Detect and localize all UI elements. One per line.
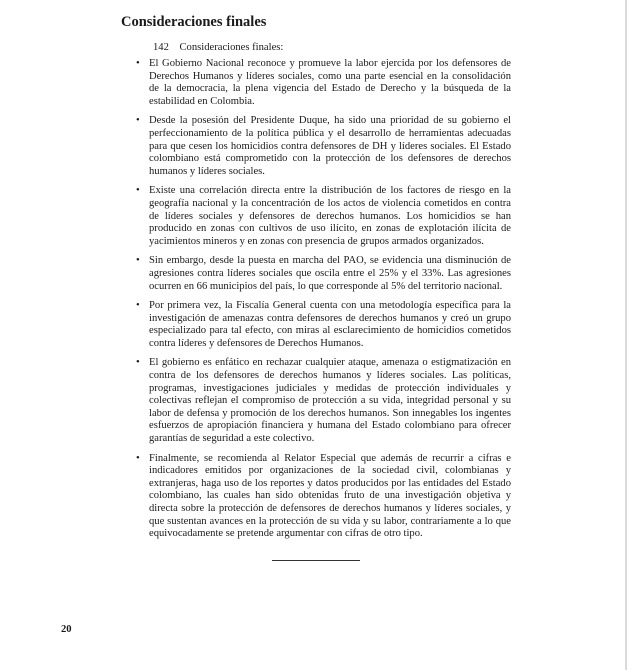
section-heading: Consideraciones finales — [121, 14, 267, 30]
bullet-icon: • — [136, 255, 140, 267]
list-item — [136, 115, 511, 178]
list-item-text: Sin embargo, desde la puesta en marcha del PAO, se evidencia una disminución de agresiones contra líderes sociales que oscila entre el 25% y el 33%. Las agresiones ocurren en 66 municipios del país, lo que corresponde al 5% del territorio nacional. — [149, 255, 511, 292]
considerations-list — [136, 58, 511, 548]
list-item — [136, 452, 511, 541]
list-item-text: Existe una correlación directa entre la distribución de los factores de riesgo en la geografía nacional y la concentración de los actos de violencia cometidos en contra de líderes sociales y defensores de derechos humanos. Los homicidios se han producido en zonas con cultivos de uso ilícito, en zonas de explotación ilícita de yacimientos mineros y en zonas con presencia de grupos armados organizados. — [149, 185, 511, 247]
bullet-icon: • — [136, 452, 140, 464]
bullet-icon: • — [136, 357, 140, 369]
paragraph-number: 142 — [153, 42, 169, 53]
list-item-text: Por primera vez, la Fiscalía General cuenta con una metodología específica para la investigación de amenazas contra defensores de derechos humanos y creó un grupo especializado para tal efecto, con miras al esclarecimiento de homicidios cometidos contra líderes y defensores de Derechos Humanos. — [149, 300, 511, 349]
list-item-text: Desde la posesión del Presidente Duque, ha sido una prioridad de su gobierno el perfeccionamiento de la política pública y el desarrollo de herramientas adecuadas para que cesen los homicidios contra defensores de DH y líderes sociales. El Estado colombiano está comprometido con la protección de los defensores de derechos humanos y líderes sociales. — [149, 115, 511, 177]
list-item — [136, 300, 511, 350]
paragraph-label: Consideraciones finales: — [179, 42, 284, 53]
paragraph-intro — [153, 41, 283, 54]
list-item — [136, 185, 511, 248]
list-item — [136, 255, 511, 293]
list-item — [136, 58, 511, 108]
bullet-icon: • — [136, 58, 140, 69]
page-edge — [625, 0, 627, 670]
list-item-text: El Gobierno Nacional reconoce y promueve la labor ejercida por los defensores de Derechos Humanos y líderes sociales, como una parte esencial en la consolidación de la democracia, la plena vigencia del Estado de Derecho y la búsqueda de la estabilidad en Colombia. — [149, 58, 511, 107]
list-item — [136, 357, 511, 445]
bullet-icon: • — [136, 115, 140, 127]
bullet-icon: • — [136, 300, 140, 312]
list-item-text: El gobierno es enfático en rechazar cualquier ataque, amenaza o estigmatización en contra de los defensores de derechos humanos y líderes sociales. Las políticas, programas, investigaciones judiciales y medidas de protección individuales y colectivas reflejan el compromiso de protección a su vida, integridad personal y su labor de defensa y promoción de los derechos humanos. Son innegables los ingentes esfuerzos de apropiación financiera y humana del Estado colombiano para ofrecer garantías de seguridad a este colectivo. — [149, 357, 511, 445]
page-number: 20 — [61, 624, 72, 635]
bullet-icon: • — [136, 185, 140, 197]
list-item-text: Finalmente, se recomienda al Relator Especial que además de recurrir a cifras e indicadores emitidos por organizaciones de la sociedad civil, colombianas y extranjeras, haga uso de los reportes y datos producidos por las entidades del Estado colombiano, las cuales han sido obtenidas fruto de una investigación objetiva y directa sobre la protección de defensores de derechos humanos y líderes sociales, y que sustentan avances en la protección de su vida y su labor, contrariamente a lo que equivocadamente se pretende argumentar con cifras de otro tipo. — [149, 452, 511, 540]
footnote-divider — [272, 560, 360, 561]
